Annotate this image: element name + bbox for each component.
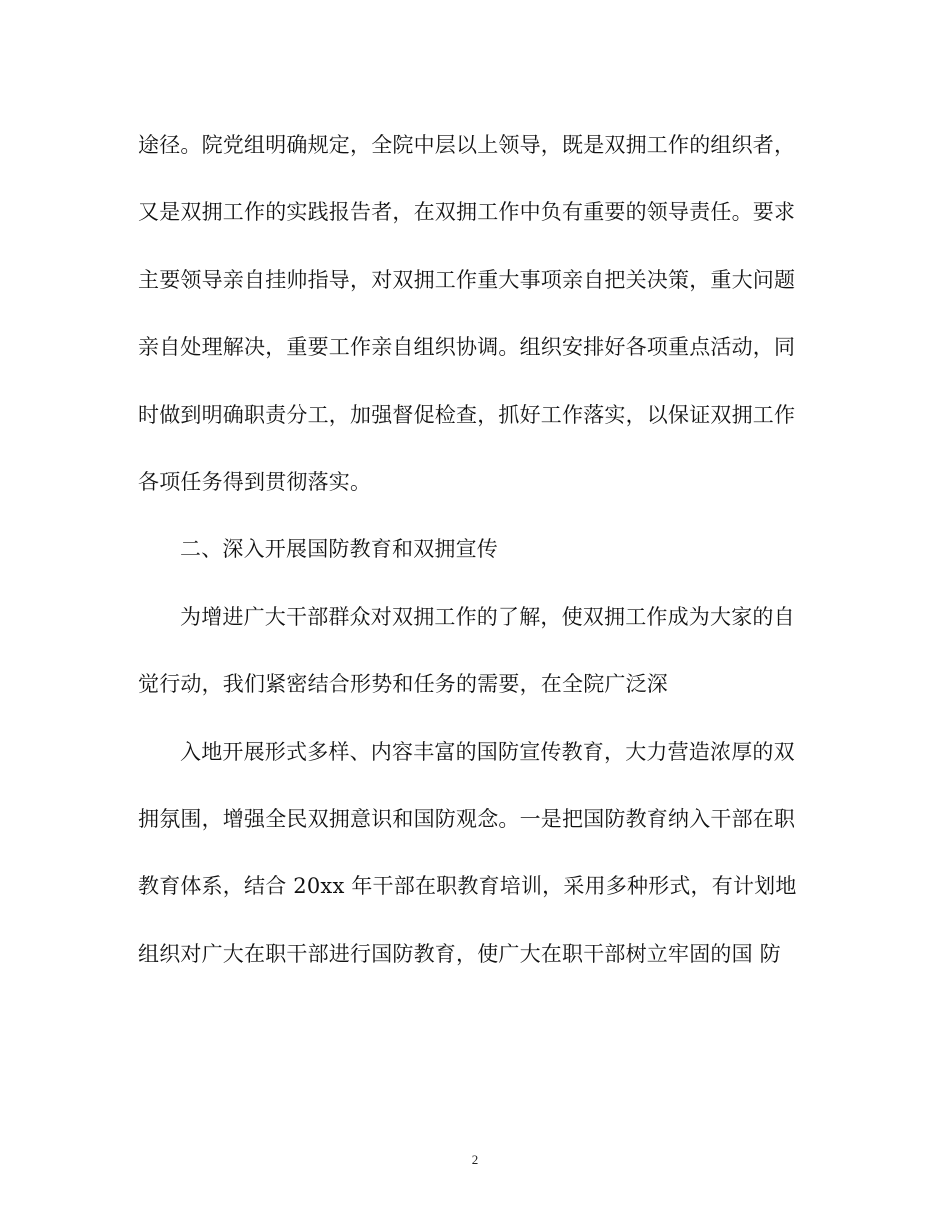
section-heading: 二、深入开展国防教育和双拥宣传: [180, 537, 498, 562]
paragraph-first-line: 为增进广大干部群众对双拥工作的了解，使双拥工作成为大家的自: [180, 604, 795, 629]
paragraph-first-line: 入地开展形式多样、内容丰富的国防宣传教育，大力营造浓厚的双: [180, 739, 795, 764]
body-text-line: 组织对广大在职干部进行国防教育，使广大在职干部树立牢固的国 防: [138, 941, 781, 966]
body-text-line: 主要领导亲自挂帅指导，对双拥工作重大事项亲自把关决策，重大问题: [138, 267, 796, 292]
body-text-line: 教育体系，结合 20xx 年干部在职教育培训，采用多种形式，有计划地: [138, 874, 797, 899]
page-number: 2: [471, 1152, 479, 1167]
body-text-line: 拥氛围，增强全民双拥意识和国防观念。一是把国防教育纳入干部在职: [138, 806, 796, 831]
body-text-line: 觉行动，我们紧密结合形势和任务的需要，在全院广泛深: [138, 672, 668, 697]
body-text-line: 亲自处理解决，重要工作亲自组织协调。组织安排好各项重点活动，同: [138, 335, 796, 360]
body-text-line: 时做到明确职责分工，加强督促检查，抓好工作落实，以保证双拥工作: [138, 402, 796, 427]
body-text-line: 又是双拥工作的实践报告者，在双拥工作中负有重要的领导责任。要求: [138, 200, 796, 225]
body-text-line: 各项任务得到贯彻落实。: [138, 469, 372, 494]
body-text-line: 途径。院党组明确规定，全院中层以上领导，既是双拥工作的组织者，: [138, 133, 796, 157]
document-body: [138, 135, 818, 1011]
